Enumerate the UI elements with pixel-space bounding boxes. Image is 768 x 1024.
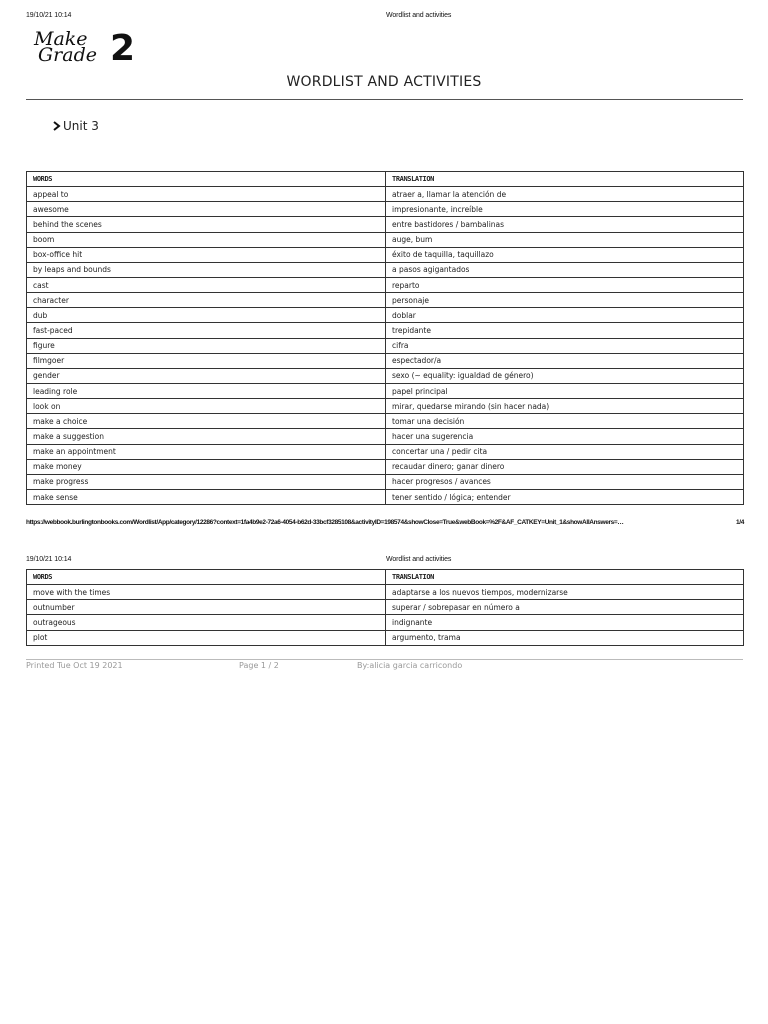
wordlist-table-body [27,187,744,505]
translation-cell: indignante [386,615,744,630]
table-row [27,414,744,429]
word-cell: awesome [27,202,386,217]
logo-number: 2 [110,28,136,69]
wordlist-table-continued [26,569,744,646]
print-header-title-page2: Wordlist and activities [386,556,452,563]
word-cell: dub [27,308,386,323]
word-cell: leading role [27,383,386,398]
footer-divider [26,659,743,660]
word-cell: box-office hit [27,247,386,262]
table-row [27,489,744,504]
word-cell: make an appointment [27,444,386,459]
wordlist-table [26,171,744,505]
printed-by: By:alicia garcia carricondo [357,661,463,670]
print-header-datetime-page2: 19/10/21 10:14 [26,556,72,563]
column-header-translation: TRANSLATION [386,570,744,585]
translation-cell: tener sentido / lógica; entender [386,489,744,504]
word-cell: cast [27,277,386,292]
make-the-grade-logo [32,30,142,70]
word-cell: figure [27,338,386,353]
table-row [27,202,744,217]
translation-cell: recaudar dinero; ganar dinero [386,459,744,474]
translation-cell: cifra [386,338,744,353]
table-row [27,217,744,232]
table-row [27,459,744,474]
table-row [27,187,744,202]
column-header-words: WORDS [27,172,386,187]
table-row [27,247,744,262]
translation-cell: argumento, trama [386,630,744,645]
word-cell: make money [27,459,386,474]
print-footer-url: https://webbook.burlingtonbooks.com/Wordlist/App/category/12286?context=1fa4b9e2-72a6-4054-b62d-33bcf3285108&activityID=198574&showClose=True&webBook=%2F&AF_CATKEY=Unit_1&showAllAnswers=… [26,519,624,526]
word-cell: look on [27,399,386,414]
translation-cell: personaje [386,293,744,308]
table-row [27,232,744,247]
table-row [27,293,744,308]
print-footer-url-line [26,519,746,526]
word-cell: make sense [27,489,386,504]
wordlist-table-body [27,585,744,646]
print-header-datetime: 19/10/21 10:14 [26,12,72,19]
table-row [27,368,744,383]
word-cell: by leaps and bounds [27,262,386,277]
translation-cell: espectador/a [386,353,744,368]
table-row [27,277,744,292]
logo-line-make: Make [34,28,88,50]
page-indicator: Page 1 / 2 [239,661,279,670]
word-cell: gender [27,368,386,383]
translation-cell: sexo (~ equality: igualdad de género) [386,368,744,383]
word-cell: make progress [27,474,386,489]
column-header-words: WORDS [27,570,386,585]
table-row [27,429,744,444]
word-cell: filmgoer [27,353,386,368]
chevron-right-icon [52,120,61,132]
table-row [27,444,744,459]
table-row [27,600,744,615]
table-row [27,308,744,323]
translation-cell: éxito de taquilla, taquillazo [386,247,744,262]
table-row [27,585,744,600]
translation-cell: trepidante [386,323,744,338]
logo-line-grade: Grade [38,44,97,66]
word-cell: plot [27,630,386,645]
word-cell: fast-paced [27,323,386,338]
word-cell: outrageous [27,615,386,630]
table-header-row [27,570,744,585]
table-row [27,383,744,398]
translation-cell: papel principal [386,383,744,398]
word-cell: outnumber [27,600,386,615]
title-divider [26,99,743,100]
word-cell: make a suggestion [27,429,386,444]
word-cell: make a choice [27,414,386,429]
translation-cell: reparto [386,277,744,292]
translation-cell: impresionante, increíble [386,202,744,217]
printed-date: Printed Tue Oct 19 2021 [26,661,123,670]
translation-cell: atraer a, llamar la atención de [386,187,744,202]
table-row [27,615,744,630]
table-row [27,399,744,414]
table-row [27,474,744,489]
table-row [27,353,744,368]
table-row [27,630,744,645]
word-cell: appeal to [27,187,386,202]
print-footer-page: 1/4 [736,519,744,526]
translation-cell: hacer una sugerencia [386,429,744,444]
table-row [27,323,744,338]
print-header-title: Wordlist and activities [386,12,452,19]
word-cell: move with the times [27,585,386,600]
translation-cell: concertar una / pedir cita [386,444,744,459]
translation-cell: a pasos agigantados [386,262,744,277]
table-row [27,262,744,277]
translation-cell: doblar [386,308,744,323]
unit-label: Unit 3 [63,119,99,133]
translation-cell: hacer progresos / avances [386,474,744,489]
word-cell: behind the scenes [27,217,386,232]
column-header-translation: TRANSLATION [386,172,744,187]
unit-heading[interactable] [52,119,99,133]
translation-cell: auge, bum [386,232,744,247]
translation-cell: entre bastidores / bambalinas [386,217,744,232]
page-title: WORDLIST AND ACTIVITIES [286,74,482,90]
word-cell: boom [27,232,386,247]
translation-cell: mirar, quedarse mirando (sin hacer nada) [386,399,744,414]
table-header-row [27,172,744,187]
table-row [27,338,744,353]
translation-cell: adaptarse a los nuevos tiempos, modernizarse [386,585,744,600]
translation-cell: superar / sobrepasar en número a [386,600,744,615]
word-cell: character [27,293,386,308]
translation-cell: tomar una decisión [386,414,744,429]
